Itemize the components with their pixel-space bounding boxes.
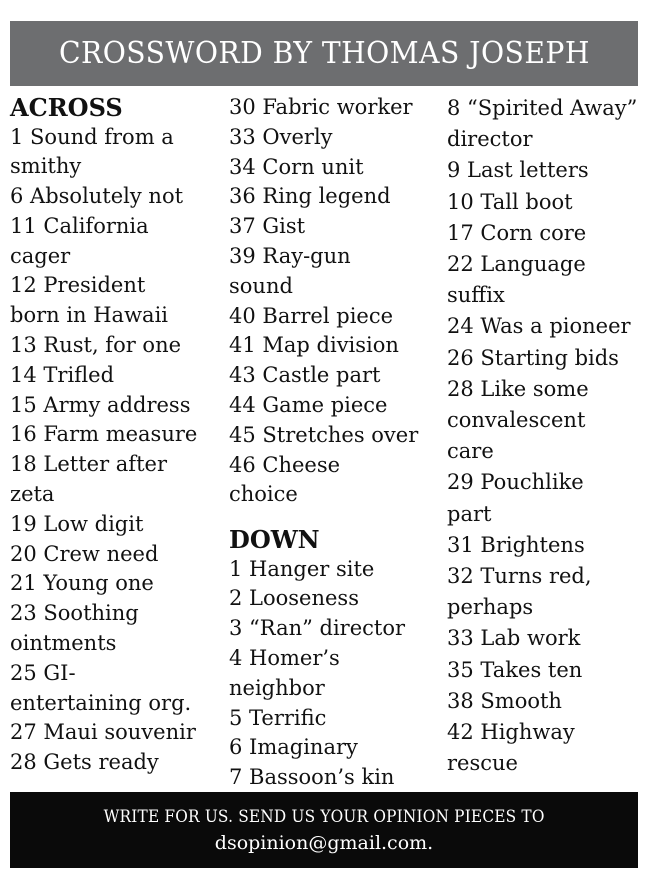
across-clue-line: choice (229, 482, 298, 507)
across-clue-line: 13 Rust, for one (10, 333, 182, 358)
down-clue-line: 3 “Ran” director (229, 616, 406, 641)
across-clue-line: 21 Young one (10, 571, 154, 596)
across-clue-line: 33 Overly (229, 124, 333, 149)
across-clue-line: 6 Absolutely not (10, 184, 184, 209)
down-clue-line: rescue (447, 751, 518, 776)
across-clue-line: 1 Sound from a (10, 124, 174, 149)
across-clue-line: 14 Trifled (10, 362, 115, 387)
across-clue-line: 27 Maui souvenir (10, 720, 196, 745)
down-clue-line: 32 Turns red, (447, 564, 592, 589)
down-clue-line: 17 Corn core (447, 220, 587, 245)
across-clue-line: 37 Gist (229, 214, 306, 239)
crossword-header (10, 21, 638, 86)
across-clue-line: zeta (10, 482, 55, 507)
across-clue-line: 23 Soothing (10, 601, 139, 626)
submission-footer (10, 792, 638, 868)
down-clue-line: 4 Homer’s (229, 646, 340, 671)
down-clue-line: neighbor (229, 675, 325, 700)
across-clue-line: smithy (10, 154, 82, 179)
down-clue-line: 7 Bassoon’s kin (229, 765, 395, 790)
down-heading: DOWN (229, 525, 320, 555)
across-clue-line: 30 Fabric worker (229, 95, 413, 119)
down-clue-line: 38 Smooth (447, 688, 562, 713)
across-clue-line: 40 Barrel piece (229, 303, 394, 328)
across-clue-line: 28 Gets ready (10, 750, 159, 775)
down-clue-line: 24 Was a pioneer (447, 314, 631, 339)
across-clue-line: 44 Game piece (229, 392, 388, 417)
down-clue-line: 42 Highway (447, 720, 575, 745)
down-clue-line: 22 Language (447, 252, 586, 277)
across-clue-line: cager (10, 243, 71, 268)
across-clue-line: 20 Crew need (10, 541, 159, 566)
down-clue-line: 35 Takes ten (447, 657, 583, 682)
down-clue-line: part (447, 501, 492, 526)
down-clue-line: 33 Lab work (447, 626, 581, 651)
down-clue-line: suffix (447, 283, 505, 308)
across-clue-line: ointments (10, 631, 117, 656)
down-clue-line: 6 Imaginary (229, 735, 358, 760)
footer-call-to-action: WRITE FOR US. SEND US YOUR OPINION PIECES TO (103, 806, 545, 826)
across-clue-line: 43 Castle part (229, 363, 381, 388)
across-clue-line: 39 Ray-gun (229, 243, 351, 268)
down-clue-line: 26 Starting bids (447, 345, 619, 370)
down-clue-line: 29 Pouchlike (447, 470, 584, 495)
across-clue-line: 36 Ring legend (229, 184, 391, 209)
across-clue-line: 16 Farm measure (10, 422, 198, 447)
down-clue-line: convalescent (447, 408, 586, 433)
footer-email[interactable]: dsopinion@gmail.com. (214, 831, 434, 854)
across-clue-line: entertaining org. (10, 690, 192, 715)
across-clue-line: 34 Corn unit (229, 154, 364, 179)
clue-column-3 (447, 93, 642, 779)
down-clue-line: 10 Tall boot (447, 189, 573, 214)
clue-column-1 (10, 93, 222, 778)
across-clue-line: born in Hawaii (10, 303, 169, 328)
down-clue-line: perhaps (447, 595, 534, 620)
across-clue-line: 25 GI- (10, 660, 76, 685)
across-heading: ACROSS (10, 93, 123, 122)
down-clue-line: care (447, 439, 494, 464)
clue-column-2 (229, 93, 443, 793)
across-clue-line: 15 Army address (10, 392, 191, 417)
across-clue-line: 18 Letter after (10, 452, 167, 477)
across-clue-line: 12 President (10, 273, 146, 298)
down-clue-line: 31 Brightens (447, 532, 585, 557)
down-clue-line: 2 Looseness (229, 586, 359, 611)
across-clue-line: 45 Stretches over (229, 422, 419, 447)
down-clue-line: 9 Last letters (447, 158, 589, 183)
crossword-title: CROSSWORD BY THOMAS JOSEPH (58, 36, 590, 71)
across-clue-line: 19 Low digit (10, 511, 144, 536)
down-clue-line: 28 Like some (447, 376, 589, 401)
across-clue-line: sound (229, 273, 293, 298)
across-clue-line: 41 Map division (229, 333, 399, 358)
down-clue-line: 8 “Spirited Away” (447, 96, 638, 120)
down-clue-line: 5 Terrific (229, 705, 327, 730)
down-clue-line: director (447, 127, 533, 152)
across-clue-line: 46 Cheese (229, 452, 341, 477)
across-clue-line: 11 California (10, 213, 149, 238)
down-clue-line: 1 Hanger site (229, 556, 375, 581)
